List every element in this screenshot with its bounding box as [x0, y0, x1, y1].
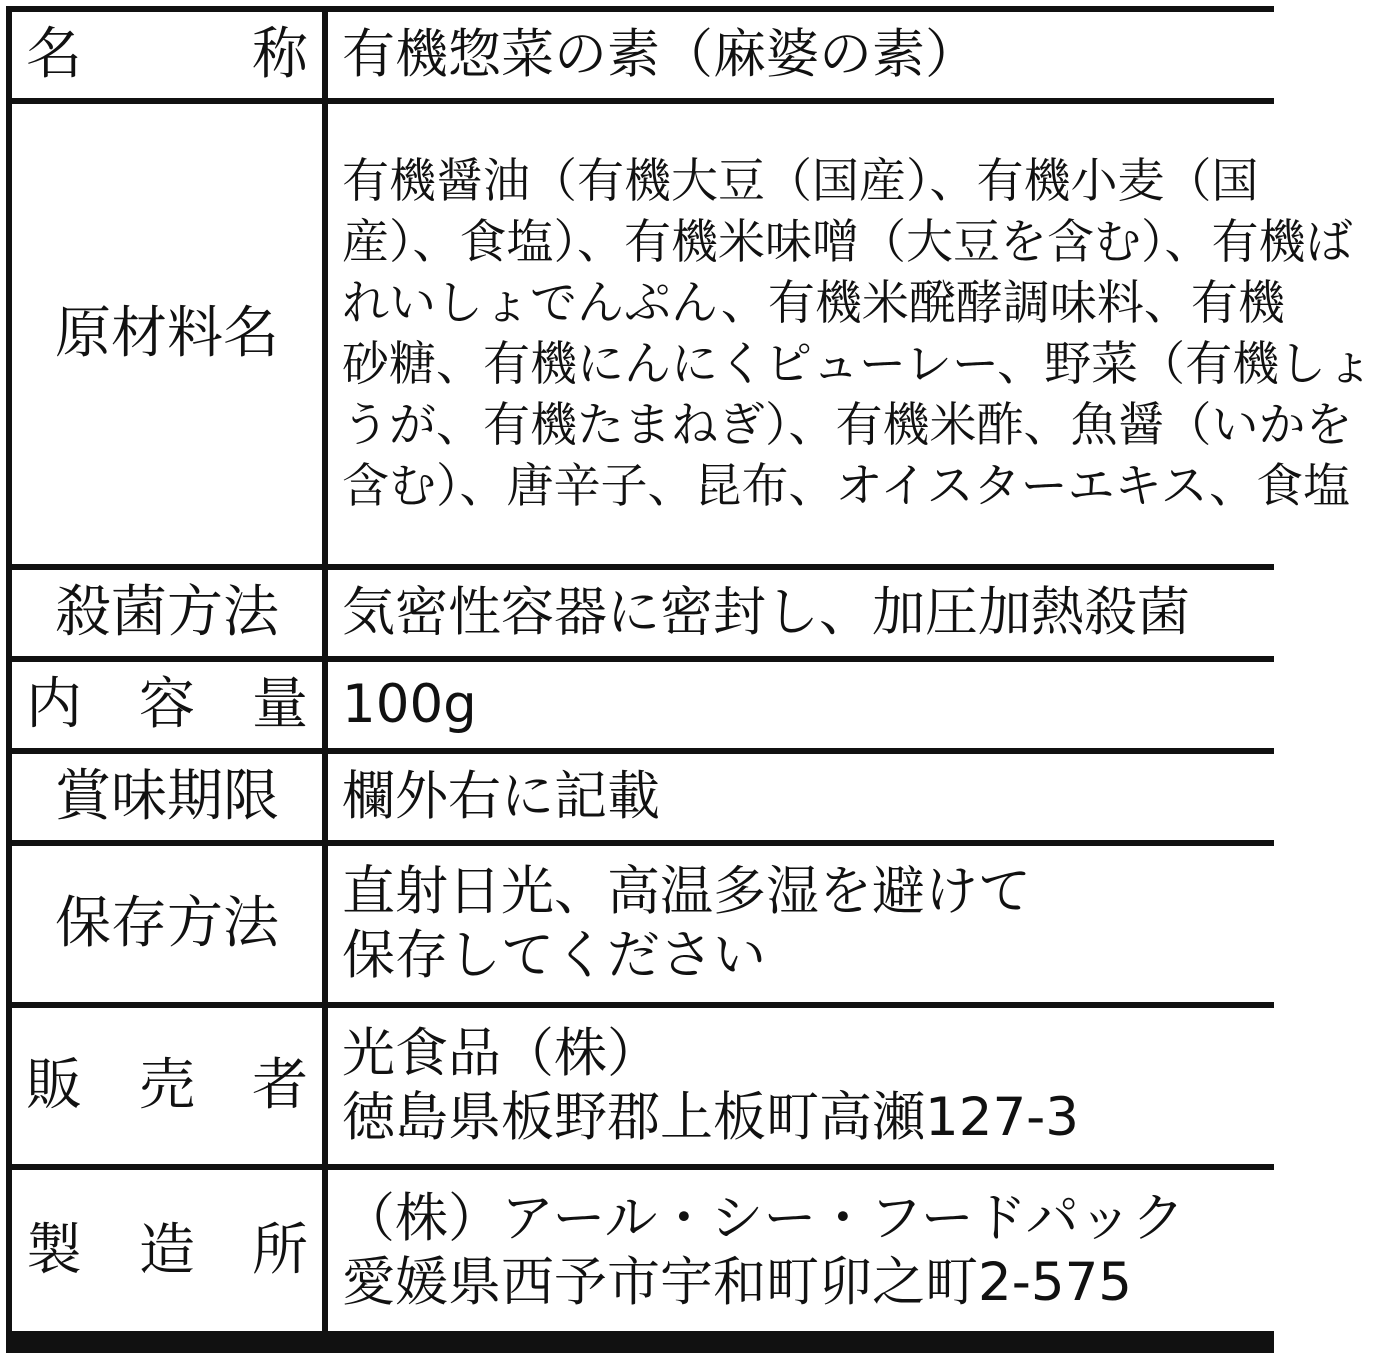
storage-line-2: 保存してください [342, 925, 766, 986]
storage-key [12, 846, 322, 1002]
name-key-char-2: 称 [252, 22, 308, 87]
name-value-line: 有機惣菜の素（麻婆の素） [342, 24, 978, 86]
food-label-table [6, 6, 1374, 1353]
seller-key [12, 1008, 322, 1164]
ingredients-line-4: 砂糖、有機にんにくピューレー、野菜（有機しょ [342, 337, 1374, 392]
best-before-value [328, 754, 1387, 840]
seller-key-char-3: 者 [252, 1053, 308, 1118]
manufacturer-key-char-2: 造 [139, 1217, 195, 1283]
sterilization-value-line: 気密性容器に密封し、加圧加熱殺菌 [342, 582, 1190, 644]
ingredients-line-6: 含む）、唐辛子、昆布、オイスターエキス、食塩 [342, 459, 1351, 515]
ingredients-line-5: うが、有機たまねぎ）、有機米酢、魚醤（いかを [342, 398, 1353, 454]
ingredients-key [12, 104, 322, 564]
name-value [328, 12, 1387, 98]
name-key-char-1: 名 [26, 22, 82, 87]
storage-key-text: 保存方法 [55, 891, 279, 956]
net-content-value-line: 100g [342, 674, 477, 736]
sterilization-key-text: 殺菌方法 [55, 580, 279, 645]
net-content-key-char-3: 量 [252, 672, 308, 737]
net-content-key [12, 662, 322, 748]
manufacturer-address: 愛媛県西予市宇和町卯之町2-575 [342, 1251, 1133, 1313]
ingredients-line-3: れいしょでんぷん、有機米醗酵調味料、有機 [342, 275, 1285, 331]
seller-key-char-1: 販 [26, 1053, 82, 1118]
best-before-key [12, 754, 322, 840]
seller-name: 光食品（株） [342, 1023, 660, 1085]
name-key [12, 12, 322, 98]
seller-value [328, 1008, 1387, 1164]
manufacturer-key-char-1: 製 [26, 1217, 82, 1283]
ingredients-key-text: 原材料名 [55, 301, 279, 366]
best-before-value-line: 欄外右に記載 [342, 766, 660, 828]
ingredients-line-1: 有機醤油（有機大豆（国産）、有機小麦（国 [342, 153, 1259, 209]
seller-key-char-2: 売 [139, 1053, 195, 1118]
sterilization-key [12, 570, 322, 656]
manufacturer-key [12, 1170, 322, 1331]
manufacturer-value [328, 1170, 1387, 1331]
net-content-key-char-2: 容 [139, 672, 195, 737]
manufacturer-key-char-3: 所 [252, 1217, 308, 1283]
sterilization-value [328, 570, 1387, 656]
storage-value [328, 846, 1387, 1002]
storage-line-1: 直射日光、高温多湿を避けて [342, 861, 1031, 923]
net-content-key-char-1: 内 [26, 672, 82, 737]
manufacturer-name: （株）アール・シー・フードパック [342, 1187, 1185, 1249]
ingredients-value [328, 104, 1387, 564]
best-before-key-text: 賞味期限 [55, 764, 279, 829]
net-content-value [328, 662, 1387, 748]
ingredients-line-2: 産）、食塩）、有機米味噌（大豆を含む）、有機ば [342, 214, 1353, 270]
seller-address: 徳島県板野郡上板町高瀬127-3 [342, 1087, 1080, 1148]
